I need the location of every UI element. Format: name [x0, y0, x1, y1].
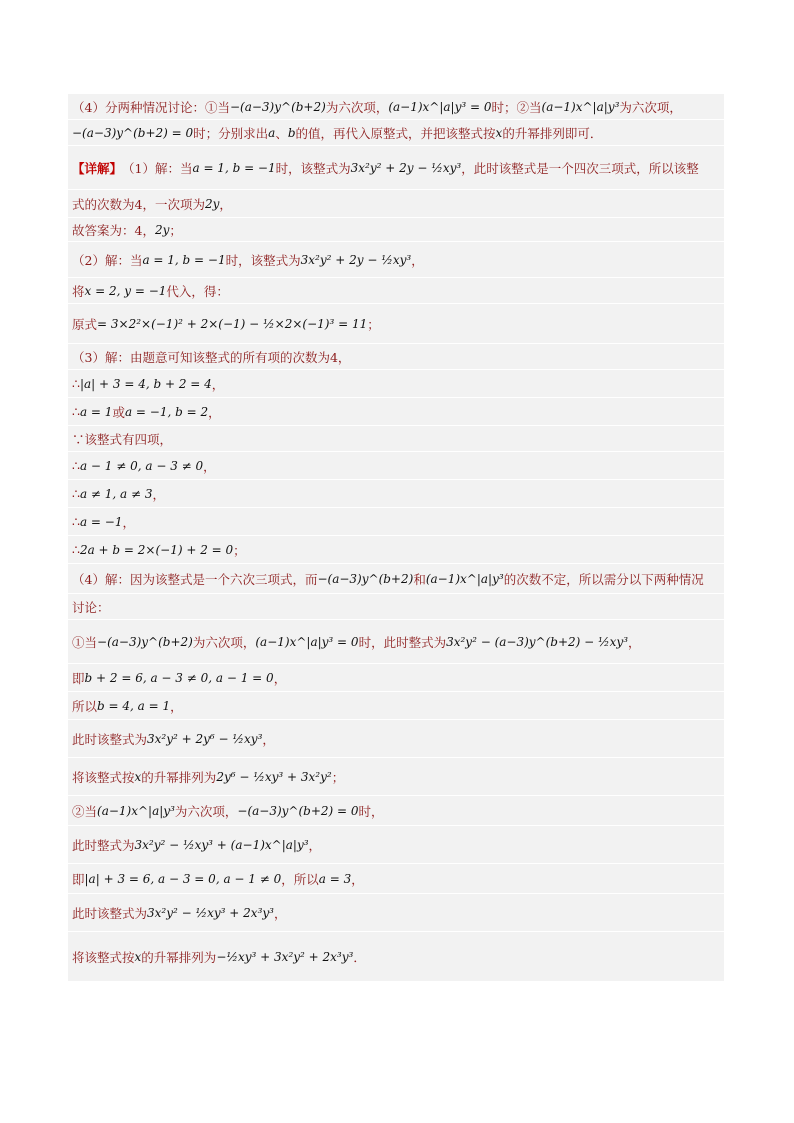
text-segment: ，: [170, 698, 183, 714]
math-expression: x: [495, 125, 503, 140]
solution-line: [68, 692, 724, 720]
math-expression: x = 2, y = −1: [84, 283, 167, 298]
text-segment: ∴: [72, 514, 80, 529]
text-segment: 和: [413, 571, 426, 587]
detail-tag: 【详解】: [72, 160, 123, 176]
math-expression: 2a + b = 2×(−1) + 2 = 0: [79, 542, 234, 557]
math-expression: 3x²y² + 2y − ½xy³: [350, 160, 462, 175]
text-segment: （4）解：因为该整式是一个六次三项式，而: [72, 571, 318, 587]
math-expression: a = −1: [79, 514, 123, 529]
math-expression: 2y: [204, 196, 220, 211]
math-expression: a = −1, b = 2: [124, 404, 209, 419]
text-segment: ；: [169, 222, 182, 238]
text-segment: （2）解：当: [72, 252, 143, 268]
math-expression: −(a−3)y^(b+2): [229, 99, 326, 114]
text-segment: ①当: [72, 634, 98, 650]
text-segment: ∴: [72, 486, 80, 501]
solution-line: [68, 508, 724, 536]
math-expression: a ≠ 1, a ≠ 3: [79, 486, 153, 501]
solution-line: [68, 594, 724, 620]
math-expression: (a−1)x^|a|y³: [425, 571, 504, 586]
math-expression: b + 2 = 6, a − 3 ≠ 0, a − 1 = 0: [84, 670, 274, 685]
solution-line: [68, 190, 724, 218]
solution-line: [68, 370, 724, 398]
solution-line: [68, 426, 724, 452]
math-expression: x: [134, 769, 142, 784]
text-segment: ，: [211, 376, 225, 392]
text-segment: 故答案为：4，: [72, 222, 155, 238]
solution-line: [68, 398, 724, 426]
text-segment: ；: [367, 316, 380, 332]
solution-line: [68, 864, 724, 894]
math-expression: b: [287, 125, 296, 140]
solution-line: [68, 480, 724, 508]
math-expression: 2y: [154, 222, 170, 237]
math-expression: −½xy³ + 3x²y² + 2x³y³: [216, 949, 354, 964]
math-expression: 3x²y² + 2y − ½xy³: [300, 252, 412, 267]
text-segment: 的值，再代入原整式，并把该整式按: [295, 125, 496, 141]
text-segment: 时，此时整式为: [358, 634, 447, 650]
text-segment: ，此时该整式是一个四次三项式，所以该整: [461, 160, 699, 176]
text-segment: ，: [411, 252, 424, 268]
text-segment: ∴: [72, 458, 80, 473]
text-segment: ∴: [72, 376, 80, 391]
text-segment: ，: [122, 514, 135, 530]
text-segment: 将: [72, 283, 85, 299]
text-segment: 为六次项，: [192, 634, 256, 650]
text-segment: ，: [273, 670, 287, 686]
math-expression: 3x²y² − (a−3)y^(b+2) − ½xy³: [446, 634, 629, 649]
solution-line: [68, 242, 724, 278]
math-expression: a = 3: [318, 871, 352, 886]
text-segment: ，: [203, 458, 216, 474]
text-segment: 的升幂排列即可．: [502, 125, 603, 141]
text-segment: 此时该整式为: [72, 905, 148, 921]
solution-line: [68, 894, 724, 932]
text-segment: 或: [112, 404, 125, 420]
solution-line: [68, 452, 724, 480]
text-segment: 时，该整式为: [225, 252, 301, 268]
solution-line: [68, 664, 724, 692]
solution-line: [68, 796, 724, 826]
text-segment: ．: [353, 949, 366, 965]
math-expression: a − 1 ≠ 0, a − 3 ≠ 0: [79, 458, 204, 473]
text-segment: 时；②当: [491, 99, 542, 115]
text-segment: （4）分两种情况讨论：①当: [72, 99, 230, 115]
text-segment: ，: [628, 634, 641, 650]
text-segment: ；: [233, 542, 246, 558]
text-segment: ，: [208, 404, 221, 420]
solution-line: [68, 146, 724, 190]
math-expression: a: [268, 125, 276, 140]
text-segment: ∴: [72, 404, 80, 419]
text-segment: ，: [152, 486, 166, 502]
text-segment: 时；分别求出: [193, 125, 269, 141]
text-segment: 的次数不定，所以需分以下两种情况: [503, 571, 704, 587]
text-segment: ②当: [72, 803, 98, 819]
text-segment: 时，: [358, 803, 384, 819]
math-expression: −(a−3)y^(b+2): [97, 634, 193, 649]
solution-line: [68, 620, 724, 664]
math-expression: (a−1)x^|a|y³ = 0: [388, 99, 492, 114]
text-segment: ，: [219, 196, 232, 212]
solution-line: [68, 536, 724, 564]
solution-line: [68, 758, 724, 796]
math-expression: 3x²y² − ½xy³ + 2x³y³: [147, 905, 274, 920]
math-expression: a = 1, b = −1: [192, 160, 276, 175]
text-segment: 式的次数为4，一次项为: [72, 196, 205, 212]
math-expression: 2y⁶ − ½xy³ + 3x²y²: [216, 769, 332, 784]
math-expression: (a−1)x^|a|y³ = 0: [255, 634, 359, 649]
text-segment: （3）解：由题意可知该整式的所有项的次数为4，: [72, 349, 351, 365]
text-segment: ，: [262, 731, 275, 747]
solution-line: [68, 344, 724, 370]
text-segment: ；: [331, 769, 345, 785]
text-segment: 的升幂排列为: [141, 949, 217, 965]
text-segment: 的升幂排列为: [141, 769, 217, 785]
text-segment: 所以: [72, 698, 98, 714]
solution-line: [68, 278, 724, 304]
solution-line: [68, 932, 724, 982]
math-expression: −(a−3)y^(b+2) = 0: [237, 803, 359, 818]
solution-line: [68, 826, 724, 864]
math-expression: |a| + 3 = 6, a − 3 = 0, a − 1 ≠ 0: [84, 871, 282, 886]
solution-line: [68, 94, 724, 120]
text-segment: 此时整式为: [72, 837, 135, 853]
text-segment: 即: [72, 670, 85, 686]
solution-sheet: [68, 94, 724, 982]
text-segment: ∵该整式有四项，: [72, 431, 173, 447]
math-expression: = 3×2²×(−1)² + 2×(−1) − ½×2×(−1)³ = 11: [97, 316, 368, 331]
text-segment: 为六次项，: [619, 99, 682, 115]
math-expression: −(a−3)y^(b+2) = 0: [72, 125, 194, 140]
math-expression: 3x²y² − ½xy³ + (a−1)x^|a|y³: [134, 837, 309, 852]
math-expression: 3x²y² + 2y⁶ − ½xy³: [147, 731, 263, 746]
text-segment: 代入，得：: [166, 283, 229, 299]
text-segment: ，: [351, 871, 364, 887]
solution-line: [68, 120, 724, 146]
text-segment: 将该整式按: [72, 769, 135, 785]
text-segment: 此时该整式为: [72, 731, 148, 747]
text-segment: ，: [308, 837, 322, 853]
text-segment: 原式: [72, 316, 98, 332]
math-expression: a = 1: [79, 404, 113, 419]
math-expression: x: [134, 949, 142, 964]
math-expression: a = 1, b = −1: [142, 252, 226, 267]
text-segment: 即: [72, 871, 85, 887]
solution-line: [68, 720, 724, 758]
text-segment: 时，该整式为: [275, 160, 351, 176]
text-segment: ∴: [72, 542, 80, 557]
math-expression: b = 4, a = 1: [97, 698, 171, 713]
text-segment: ，所以: [281, 871, 319, 887]
text-segment: 将该整式按: [72, 949, 135, 965]
text-segment: ，: [273, 905, 287, 921]
math-expression: |a| + 3 = 4, b + 2 = 4: [79, 376, 212, 391]
solution-line: [68, 218, 724, 242]
text-segment: 为六次项，: [174, 803, 238, 819]
text-segment: 、: [275, 125, 288, 141]
text-segment: 讨论：: [72, 599, 110, 615]
solution-line: [68, 564, 724, 594]
math-expression: (a−1)x^|a|y³: [97, 803, 175, 818]
text-segment: 为六次项，: [325, 99, 389, 115]
solution-line: [68, 304, 724, 344]
text-segment: （1）解：当: [122, 160, 193, 176]
math-expression: (a−1)x^|a|y³: [541, 99, 620, 114]
math-expression: −(a−3)y^(b+2): [317, 571, 414, 586]
